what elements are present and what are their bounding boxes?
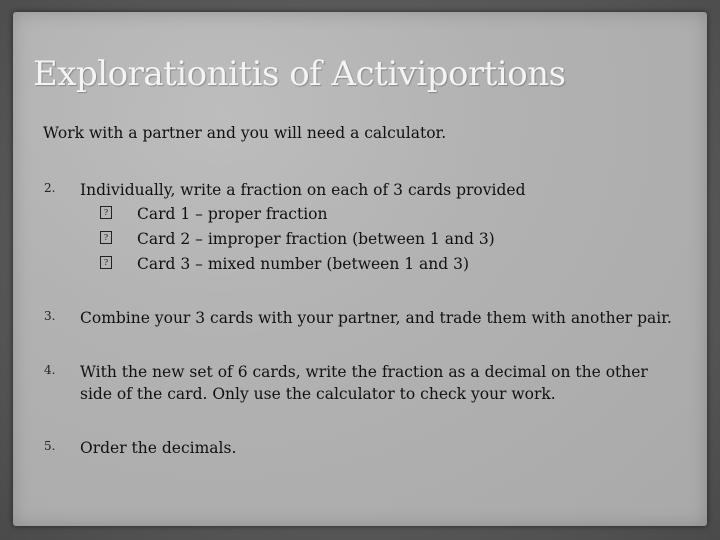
step-number: 3. [44,309,56,323]
bullet-box-icon: ? [100,206,112,219]
step-number: 4. [44,363,56,377]
step-number: 2. [44,181,56,195]
step-text: With the new set of 6 cards, write the fraction as a decimal on the other side of the card. Only use the calculator to check your work. [80,363,648,403]
step-text: Combine your 3 cards with your partner, and trade them with another pair. [80,309,672,327]
bullet-box-icon: ? [100,231,112,244]
step-number: 5. [44,439,56,453]
step-text: Order the decimals. [80,439,237,457]
sub-item-text: Card 3 – mixed number (between 1 and 3) [137,255,470,273]
intro-text: Work with a partner and you will need a calculator. [43,124,447,142]
sub-item-text: Card 1 – proper fraction [137,205,328,223]
sub-item-text: Card 2 – improper fraction (between 1 and 3) [137,230,495,248]
sub-list-item [0,204,720,228]
sub-list-item [0,254,720,278]
slide-title: Explorationitis of Activiportions [33,54,566,94]
step-text: Individually, write a fraction on each of 3 cards provided [80,181,526,199]
bullet-box-icon: ? [100,256,112,269]
sub-list-item [0,229,720,253]
